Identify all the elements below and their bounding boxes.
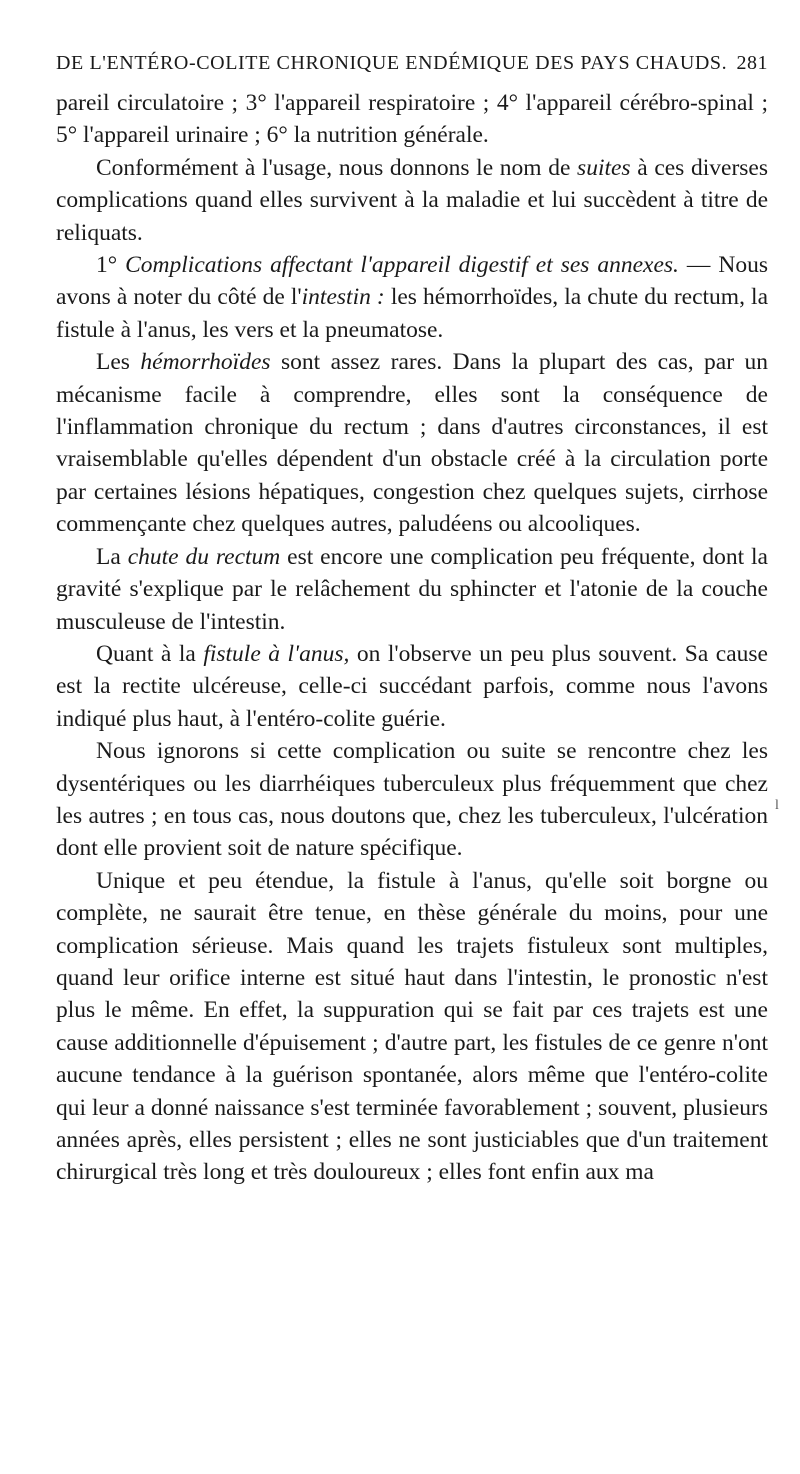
italic-term: fistule à l'anus, — [203, 640, 350, 667]
italic-term: suites — [577, 154, 631, 181]
text-run: Conformément à l'usage, nous donnons le nom de — [96, 154, 578, 181]
text-run: Les — [96, 349, 141, 376]
text-run: La — [96, 543, 128, 570]
paragraph-continuation: pareil circulatoire ; 3° l'appareil respiratoire ; 4° l'appareil cérébro-spinal ; 5° l'appareil urinaire ; 6° la nutrition générale. — [56, 90, 768, 149]
running-title: DE L'ENTÉRO-COLITE CHRONIQUE ENDÉMIQUE DES PAYS CHAUDS. — [56, 52, 728, 74]
paragraph-chute-rectum — [56, 541, 768, 638]
text-run: à ces diverses complications quand elles survivent à la maladie et lui succèdent à titre de reliquats. — [56, 154, 768, 246]
text-run: on l'observe un peu plus souvent. Sa cause est la rectite ulcéreuse, celle-ci succédant parfois, comme nous l'avons indiqué plus haut, à l'entéro-colite guérie. — [56, 640, 768, 732]
margin-mark: l — [775, 798, 779, 813]
paragraph-suites — [56, 152, 768, 249]
paragraph-hemorrhoides — [56, 346, 768, 540]
paragraph-tuberculeux: Nous ignorons si cette complication ou suite se rencontre chez les dysentériques ou les diarrhéiques tuberculeux plus fréquemment que chez les autres ; en tous cas, nous doutons que, chez les tuberculeux, l'ulcération dont elle provient soit de nature spécifique. — [56, 738, 768, 862]
section-heading-paragraph — [56, 249, 768, 346]
running-header — [56, 52, 768, 75]
book-page — [56, 52, 768, 1189]
text-run: les hémorrhoïdes, la chute du rectum, la fistule à l'anus, les vers et la pneumatose. — [56, 284, 768, 343]
text-run: — Nous avons à noter du côté de l' — [56, 252, 768, 311]
paragraph-fistule — [56, 638, 768, 735]
italic-term: chute du rectum — [127, 543, 281, 570]
text-run: Quant à la — [96, 640, 204, 667]
section-number: 1° — [96, 252, 126, 279]
italic-term: intestin : — [301, 284, 385, 311]
paragraph-pronostic: Unique et peu étendue, la fistule à l'anus, qu'elle soit borgne ou complète, ne saurait être tenue, en thèse générale du moins, pour une complication sérieuse. Mais quand les trajets fistuleux sont multiples, quand leur orifice interne est situé haut dans l'intestin, le pronostic n'est plus le même. En effet, la suppuration qui se fait par ces trajets est une cause additionnelle d'épuisement ; d'autre part, les fistules de ce genre n'ont aucune tendance à la guérison spontanée, alors même que l'entéro-colite qui leur a donné naissance s'est terminée favorablement ; souvent, plusieurs années après, elles persistent ; elles ne sont justiciables que d'un traitement chirurgical très long et très douloureux ; elles font enfin aux ma — [56, 867, 768, 1186]
section-title: Complications affectant l'appareil digestif et ses annexes. — [125, 252, 679, 279]
text-run: est encore une complication peu fréquente, dont la gravité s'explique par le relâchement du sphincter et l'atonie de la couche musculeuse de l'intestin. — [56, 543, 768, 635]
body-text — [56, 87, 768, 1189]
text-run: sont assez rares. Dans la plupart des cas, par un mécanisme facile à comprendre, elles sont la conséquence de l'inflammation chronique du rectum ; dans d'autres circonstances, il est vraisemblable qu'elles dépendent d'un obstacle créé à la circulation porte par certaines lésions hépatiques, congestion chez quelques sujets, cirrhose commençante chez quelques autres, paludéens ou alcooliques. — [56, 349, 768, 538]
page-number: 281 — [736, 52, 768, 74]
italic-term: hémorrhoïdes — [140, 349, 271, 376]
